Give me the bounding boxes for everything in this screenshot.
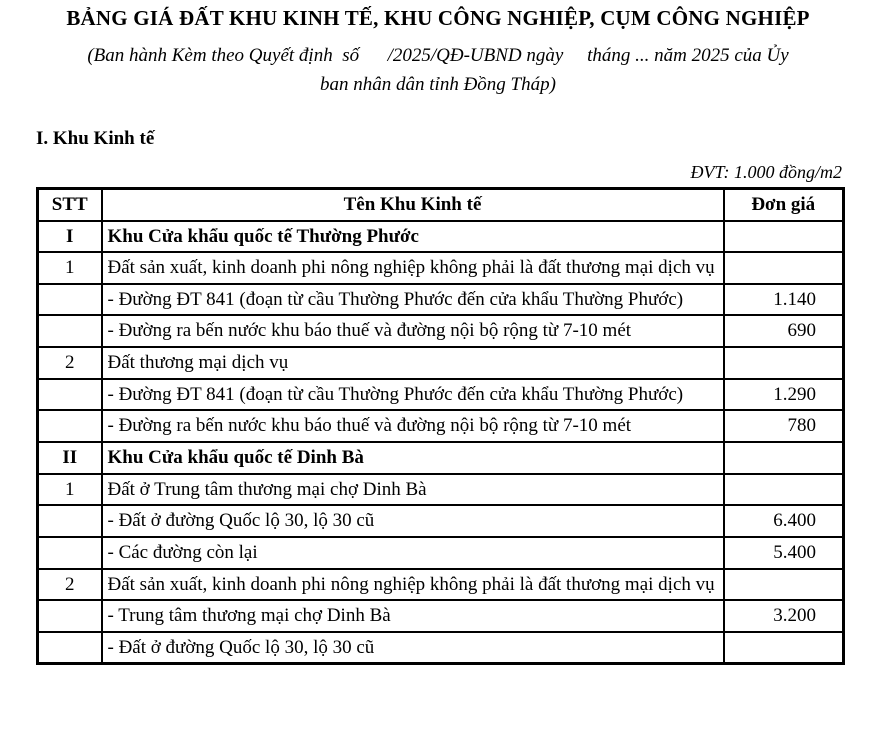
unit-note: ĐVT: 1.000 đồng/m2 (690, 161, 842, 182)
table-row (38, 410, 844, 442)
table-row (38, 284, 844, 316)
name-cell: - Đất ở đường Quốc lộ 30, lộ 30 cũ (102, 632, 724, 664)
stt-cell: 2 (38, 569, 102, 601)
table-row (38, 221, 844, 253)
stt-cell (38, 537, 102, 569)
table-row (38, 442, 844, 474)
land-price-table (36, 187, 845, 666)
subtitle-line-1: (Ban hành Kèm theo Quyết định số /2025/QĐ-UBND ngày tháng ... năm 2025 của Ủy (87, 45, 789, 66)
header-price: Đơn giá (724, 188, 844, 220)
header-name: Tên Khu Kinh tế (102, 188, 724, 220)
name-cell: - Các đường còn lại (102, 537, 724, 569)
price-cell (724, 632, 844, 664)
name-cell: Khu Cửa khẩu quốc tế Dinh Bà (102, 442, 724, 474)
name-cell: Khu Cửa khẩu quốc tế Thường Phước (102, 221, 724, 253)
document-subtitle (0, 41, 876, 100)
stt-cell (38, 505, 102, 537)
stt-cell (38, 284, 102, 316)
stt-cell: 1 (38, 252, 102, 284)
table-row (38, 315, 844, 347)
stt-cell (38, 410, 102, 442)
stt-cell (38, 632, 102, 664)
table-row (38, 632, 844, 664)
price-cell: 5.400 (724, 537, 844, 569)
stt-cell (38, 600, 102, 632)
table-row (38, 252, 844, 284)
name-cell: - Đường ĐT 841 (đoạn từ cầu Thường Phước đến cửa khẩu Thường Phước) (102, 284, 724, 316)
name-cell: - Đất ở đường Quốc lộ 30, lộ 30 cũ (102, 505, 724, 537)
name-cell: - Đường ĐT 841 (đoạn từ cầu Thường Phước đến cửa khẩu Thường Phước) (102, 379, 724, 411)
price-cell: 6.400 (724, 505, 844, 537)
price-cell (724, 474, 844, 506)
table-row (38, 474, 844, 506)
table-row (38, 379, 844, 411)
document-title: BẢNG GIÁ ĐẤT KHU KINH TẾ, KHU CÔNG NGHIỆP, CỤM CÔNG NGHIỆP (66, 6, 810, 30)
price-cell: 780 (724, 410, 844, 442)
section-heading: I. Khu Kinh tế (36, 127, 155, 149)
price-cell: 1.140 (724, 284, 844, 316)
price-cell (724, 252, 844, 284)
price-cell (724, 569, 844, 601)
name-cell: Đất sản xuất, kinh doanh phi nông nghiệp không phải là đất thương mại dịch vụ (102, 569, 724, 601)
stt-cell: II (38, 442, 102, 474)
table-header-row (38, 188, 844, 220)
price-cell: 3.200 (724, 600, 844, 632)
document-page (0, 6, 876, 744)
table-row (38, 600, 844, 632)
price-cell (724, 347, 844, 379)
table-row (38, 347, 844, 379)
name-cell: - Đường ra bến nước khu báo thuế và đường nội bộ rộng từ 7-10 mét (102, 315, 724, 347)
subtitle-line-2: ban nhân dân tỉnh Đồng Tháp) (320, 74, 556, 96)
stt-cell: 2 (38, 347, 102, 379)
stt-cell (38, 379, 102, 411)
stt-cell: 1 (38, 474, 102, 506)
name-cell: - Đường ra bến nước khu báo thuế và đường nội bộ rộng từ 7-10 mét (102, 410, 724, 442)
stt-cell (38, 315, 102, 347)
price-cell (724, 442, 844, 474)
price-cell: 1.290 (724, 379, 844, 411)
name-cell: - Trung tâm thương mại chợ Dinh Bà (102, 600, 724, 632)
name-cell: Đất thương mại dịch vụ (102, 347, 724, 379)
price-cell (724, 221, 844, 253)
table-row (38, 537, 844, 569)
price-cell: 690 (724, 315, 844, 347)
name-cell: Đất sản xuất, kinh doanh phi nông nghiệp không phải là đất thương mại dịch vụ (102, 252, 724, 284)
table-row (38, 505, 844, 537)
stt-cell: I (38, 221, 102, 253)
name-cell: Đất ở Trung tâm thương mại chợ Dinh Bà (102, 474, 724, 506)
table-row (38, 569, 844, 601)
header-stt: STT (38, 188, 102, 220)
